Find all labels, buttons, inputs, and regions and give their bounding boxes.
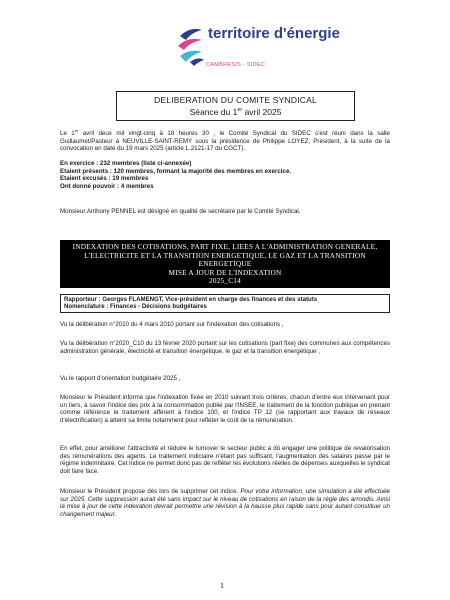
page-number: 1	[220, 581, 224, 590]
body-paragraph-6: Monsieur le Président propose dès lors de supprimer cet indice. Pour votre information, une simulation a été effectuée sur 2025. Cette suppression aurait été sans impact sur le niveau de cotisations en raison de la règle des arrondis. Ainsi la mise à jour de cette indexation devrait permettre une révision à la hausse plus rapide sans pour autant constituer un changement majeur.	[60, 488, 390, 518]
attendance-counts	[60, 160, 390, 190]
body-paragraph-2: Vu la délibération n°2020_C10 du 13 février 2020 portant sur les cotisations (part fixe) des communes aux compétences administration générale, électricité et transition énergétique, le gaz et la transition énergétique ,	[60, 340, 390, 355]
logo-swirl-icon	[176, 26, 206, 66]
intro-paragraph: Le 1er avril deux mil vingt-cinq à 18 heures 30 , le Comité Syndical du SIDEC s'est réuni dans la salle Guillaumet/Pasteur à NEUVILLE-SAINT-REMY sous la présidence de Philippe LOYEZ, Président, à la suite de la convocation en date du 19 mars 2025 (article L.2121-17 du CGCT).	[60, 128, 391, 153]
banner-line-2: L'ELECTRICITE ET LA TRANSITION ENERGETIQUE, LE GAZ ET LA TRANSITION ENERGETIQUE	[84, 250, 366, 268]
secretary-paragraph: Monsieur Anthony PENNEL est désigné en qualité de secrétaire par le Comité Syndical.	[60, 208, 301, 215]
members-proxy: Ont donné pouvoir : 4 membres	[60, 182, 154, 190]
banner-line-1: INDEXATION DES COTISATIONS, PART FIXE, LIEES A L'ADMINISTRATION GENERALE,	[72, 242, 378, 251]
rapporteur-line: Rapporteur : Georges FLAMENGT, Vice-président en charge des finances et des statuts	[64, 296, 318, 303]
members-in-office: En exercice : 232 membres (liste ci-annexée)	[60, 160, 192, 167]
session-date: Séance du 1er avril 2025	[189, 107, 282, 117]
body-paragraph-1: Vu la délibération n°2010 du 4 mars 2010 portant sur l'indexation des cotisations ,	[60, 321, 284, 328]
subject-banner	[60, 240, 390, 288]
deliberation-title: DELIBERATION DU COMITE SYNDICAL	[154, 95, 317, 105]
nomenclature-line: Nomenclature : Finances - Décisions budgétaires	[64, 303, 207, 311]
body-paragraph-4: Monsieur le Président informe que l'indexation fixée en 2010 suivant trois critères, chacun d'entre eux intervenant pour un tiers, à savoir l'indice des prix à la consommation publié par l'INSEE, le traitement de la fonction publique en prenant comme référence le traitement afférent à l'indice 100, et l'indice TP 12 (se rapportant aux travaux de réseaux d'électrification) a atteint sa limite notamment pour refléter le coût de la rémunération.	[60, 394, 390, 424]
logo-subtitle: CAMBRESIS · SIDEC	[206, 62, 266, 68]
rapporteur-box	[60, 294, 390, 313]
body-paragraph-3: Vu le rapport d'orientation budgétaire 2025 ,	[60, 375, 181, 382]
body-paragraph-5: En effet, pour améliorer l'attractivité et réduire le turnover le secteur public a dû engager une politique de revalorisation des rémunérations des agents. Le traitement indiciaire n'étant pas suffisant, l'augmentation des salaires passe par le régime indemnitaire. Cet indice ne permet donc pas de refléter les évolutions réelles de dépenses auxquelles le syndicat doit faire face.	[60, 445, 390, 475]
deliberation-title-box	[116, 91, 355, 121]
banner-line-4: 2025_C14	[208, 276, 241, 285]
members-excused: Etaient excusés : 19 membres	[60, 175, 149, 183]
logo-name: territoire d'énergie	[208, 25, 340, 42]
logo	[176, 24, 340, 76]
banner-line-3: MISE A JOUR DE L'INDEXATION	[168, 267, 282, 277]
members-present: Etaient présents : 120 membres, formant la majorité des membres en exercice.	[60, 167, 292, 175]
